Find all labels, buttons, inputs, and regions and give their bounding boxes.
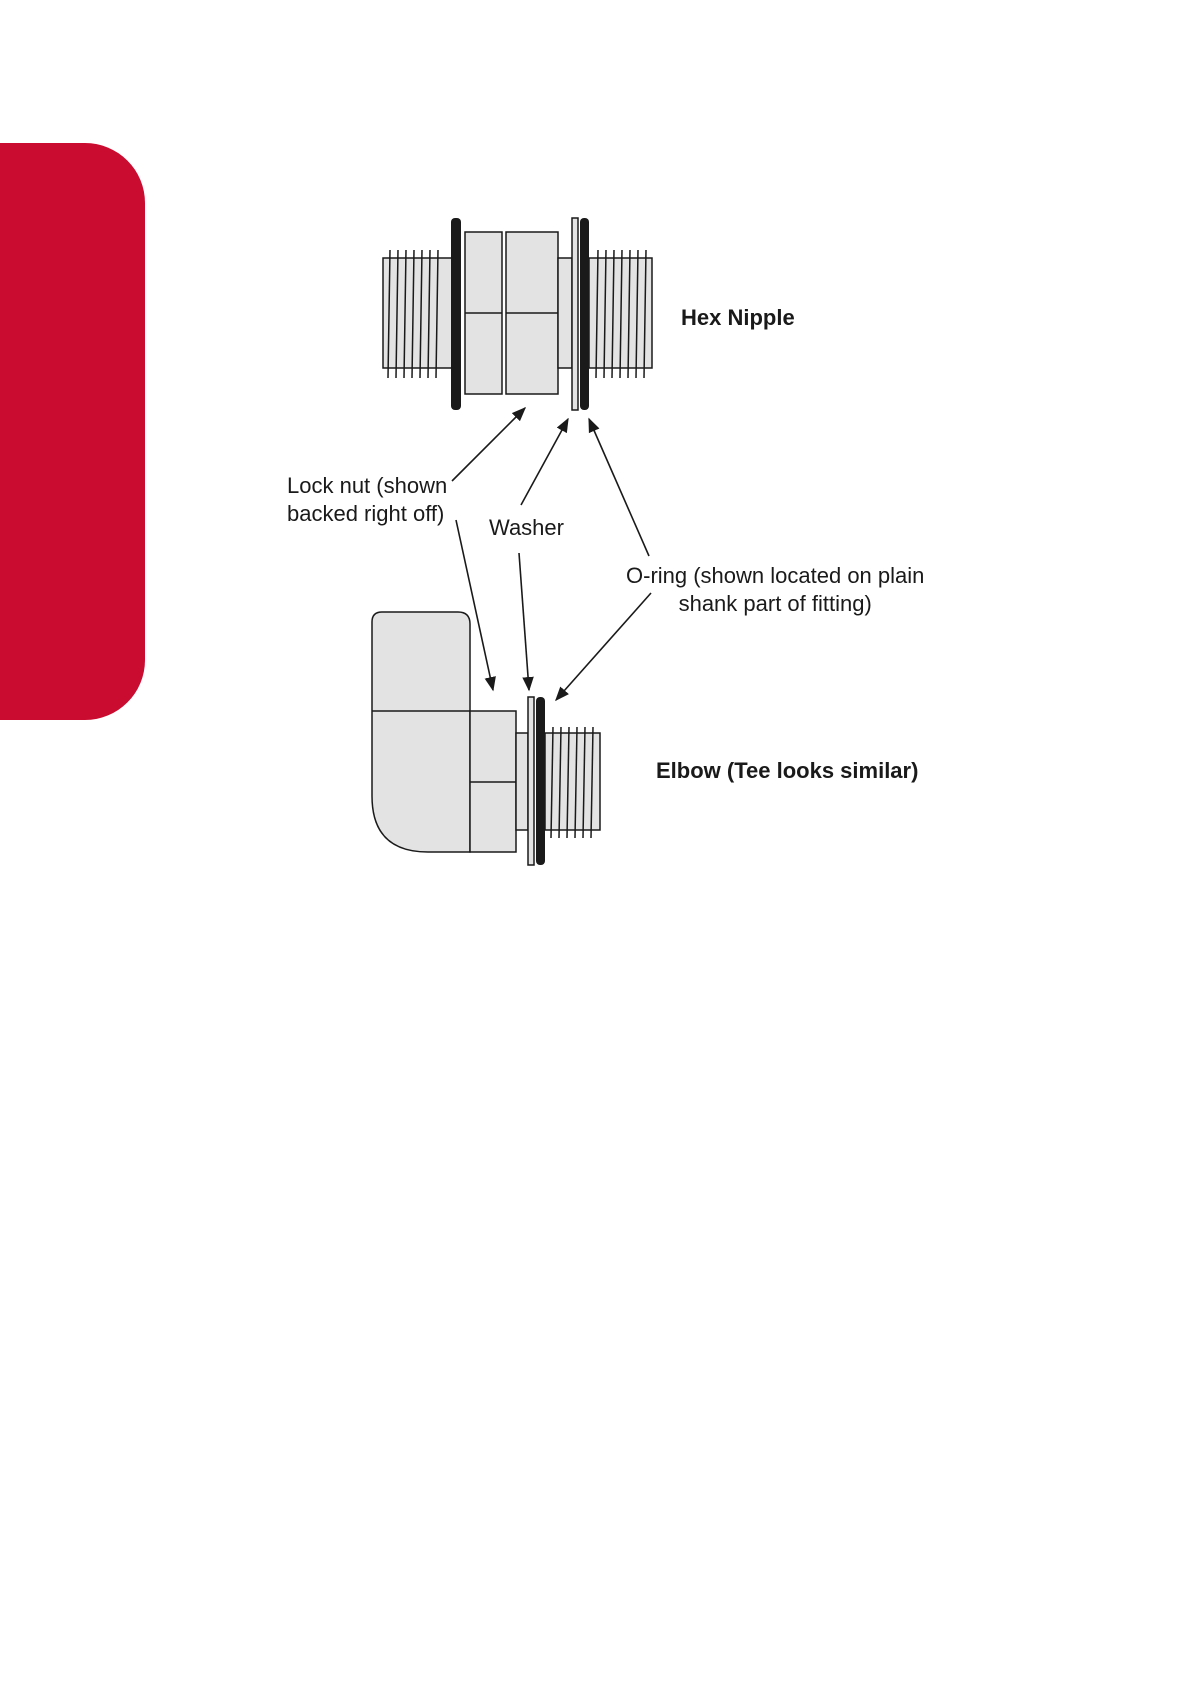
arrow-o-ring-to-hex [589,419,649,556]
elbow-body [372,612,470,852]
o-ring-label-line1: O-ring (shown located on plain [626,563,925,588]
hex-nipple-drawing [383,218,652,410]
elbow-shank [516,733,528,830]
washer-label: Washer [489,515,564,540]
arrow-lock-nut-to-hex [452,408,525,481]
lock-nut-label-line1: Lock nut (shown [287,473,448,498]
elbow-drawing [372,612,600,865]
elbow-hex-nut [470,711,516,852]
hex-nipple-washer [572,218,578,410]
arrow-washer-to-hex [521,419,568,505]
lock-nut-label-line2: backed right off) [287,501,445,526]
hex-nipple-shank [558,258,572,368]
lock-nut-label [287,472,447,528]
elbow-o-ring [536,697,545,865]
hex-nipple-right-thread [589,250,652,378]
hex-nipple-title: Hex Nipple [681,305,795,330]
hex-nipple-left-thread [383,250,455,378]
hex-nipple-o-ring [580,218,589,410]
elbow-title: Elbow (Tee looks similar) [656,758,919,783]
o-ring-label-line2: shank part of fitting) [678,591,872,616]
arrow-washer-to-elbow [519,553,529,690]
elbow-thread [545,727,600,838]
hex-nipple-hex-body [465,232,558,394]
o-ring-label [626,562,924,618]
leader-arrows [452,408,651,700]
elbow-washer [528,697,534,865]
hex-nipple-left-seal [451,218,461,410]
